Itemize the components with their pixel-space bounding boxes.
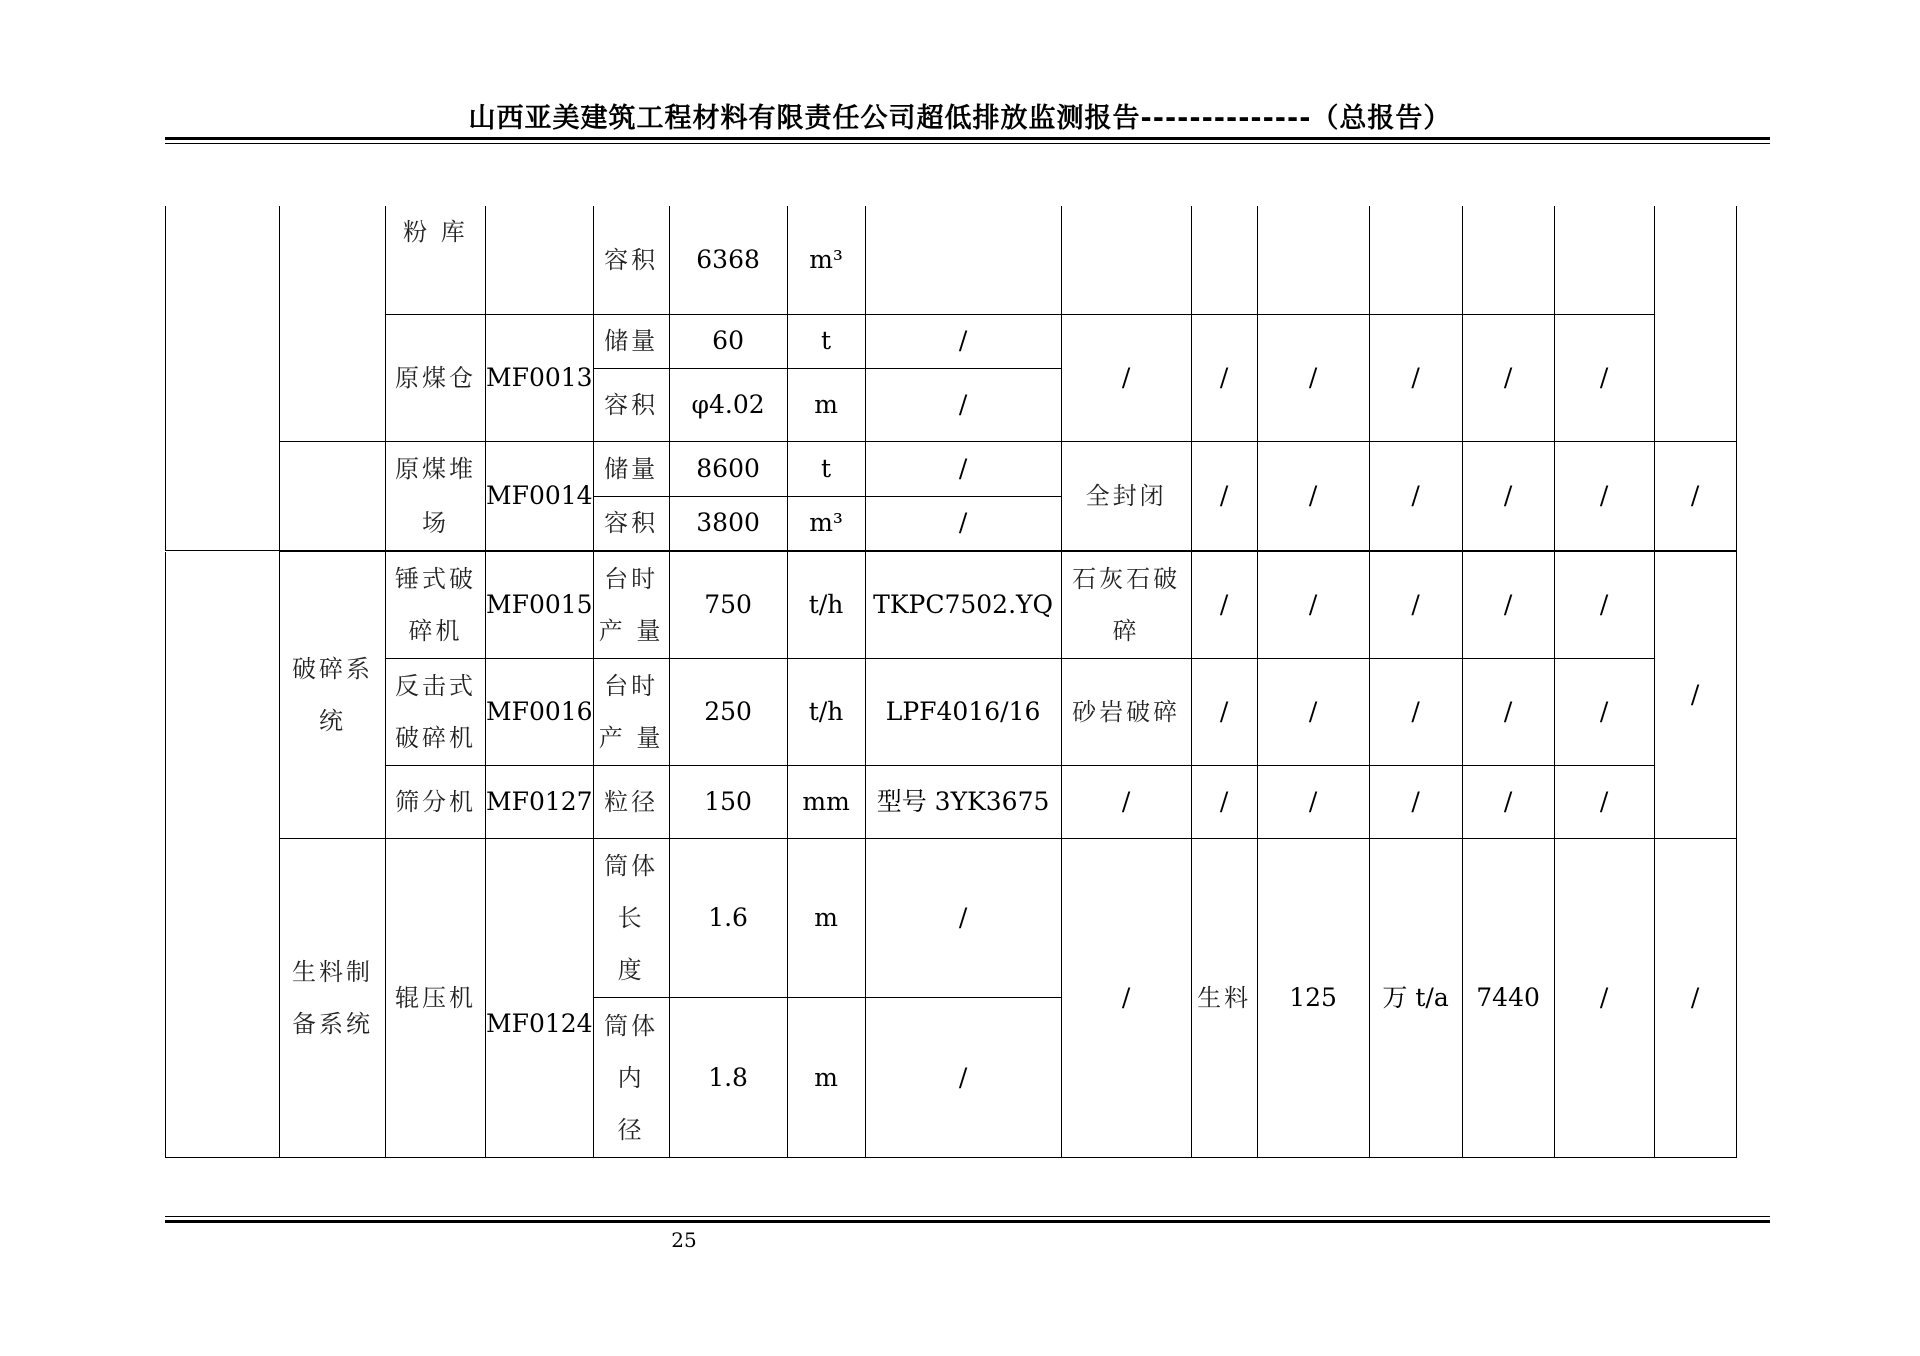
equipment-code: MF0015 — [486, 552, 594, 659]
param-name — [593, 659, 669, 766]
equipment-name-line1: 反击式 — [395, 672, 476, 700]
category-cell-blank — [166, 206, 280, 550]
data-cell: / — [1061, 839, 1191, 1158]
data-cell: 生料 — [1191, 839, 1257, 1158]
table-row — [166, 659, 1737, 766]
category-cell-blank — [166, 552, 280, 1158]
system-name — [280, 839, 386, 1158]
equipment-name-line2: 碎机 — [408, 617, 463, 645]
data-cell — [1462, 206, 1554, 314]
data-cell: / — [1369, 314, 1462, 441]
param-unit: t — [787, 314, 865, 368]
data-cell: / — [1462, 552, 1554, 659]
model-cell: / — [865, 314, 1061, 368]
equipment-name: 筛分机 — [386, 766, 486, 839]
model-cell: LPF4016/16 — [865, 659, 1061, 766]
equipment-code: MF0127 — [486, 766, 594, 839]
data-cell — [1369, 206, 1462, 314]
data-cell: / — [1257, 314, 1369, 441]
data-cell: / — [1462, 766, 1554, 839]
data-cell: / — [1257, 552, 1369, 659]
param-name-line3: 度 — [617, 956, 645, 984]
page-number: 25 — [671, 1228, 697, 1252]
equipment-name — [386, 659, 486, 766]
table-row — [166, 441, 1737, 496]
param-value: 750 — [669, 552, 787, 659]
param-unit: mm — [787, 766, 865, 839]
model-cell: TKPC7502.YQ — [865, 552, 1061, 659]
equipment-table — [165, 206, 1737, 551]
system-name-line2: 统 — [319, 707, 346, 735]
table-row — [166, 839, 1737, 998]
data-cell: / — [1462, 314, 1554, 441]
data-cell: / — [1554, 314, 1654, 441]
data-cell — [1061, 552, 1191, 659]
param-name — [593, 839, 669, 998]
equipment-code: MF0016 — [486, 659, 594, 766]
param-unit: m³ — [787, 496, 865, 550]
data-cell: / — [1654, 552, 1736, 839]
param-name — [593, 552, 669, 659]
param-value: 150 — [669, 766, 787, 839]
equipment-code: MF0124 — [486, 839, 594, 1158]
param-name-line1: 筒体 — [604, 852, 659, 880]
data-cell: / — [1369, 552, 1462, 659]
data-cell: / — [1462, 441, 1554, 550]
data-cell: / — [1257, 766, 1369, 839]
model-cell: / — [865, 441, 1061, 496]
header-rule-thin — [165, 143, 1770, 144]
data-cell — [1554, 206, 1654, 314]
param-name: 粒径 — [593, 766, 669, 839]
param-name-line3: 径 — [617, 1115, 645, 1144]
system-cell-blank — [280, 206, 386, 441]
system-name-line1: 生料制 — [292, 958, 373, 986]
equipment-name-line1: 原煤堆 — [395, 454, 476, 483]
param-name-line2: 长 — [617, 904, 645, 932]
report-header-title: 山西亚美建筑工程材料有限责任公司超低排放监测报告--------------（总报告） — [468, 103, 1452, 134]
data-cell-line2: 碎 — [1112, 617, 1140, 645]
data-cell: / — [1257, 441, 1369, 550]
param-name-line2: 内 — [617, 1063, 645, 1092]
param-value: 8600 — [669, 441, 787, 496]
model-cell: / — [865, 839, 1061, 998]
param-unit: t — [787, 441, 865, 496]
param-unit: m³ — [787, 206, 865, 314]
data-cell: 125 — [1257, 839, 1369, 1158]
data-cell: / — [1554, 766, 1654, 839]
data-cell: / — [1554, 659, 1654, 766]
data-cell: / — [1257, 659, 1369, 766]
equipment-name: 辊压机 — [386, 839, 486, 1158]
data-cell: / — [1191, 314, 1257, 441]
param-name: 容积 — [593, 368, 669, 441]
system-name — [280, 552, 386, 839]
data-cell: / — [1061, 314, 1191, 441]
param-name-line2: 产 量 — [598, 724, 664, 752]
model-cell: 型号 3YK3675 — [865, 766, 1061, 839]
param-name-line1: 台时 — [604, 672, 659, 700]
data-cell: / — [1462, 659, 1554, 766]
data-cell: / — [1554, 441, 1654, 550]
data-cell: / — [1191, 659, 1257, 766]
table-row — [166, 552, 1737, 659]
equipment-code — [486, 206, 594, 314]
param-unit: m — [787, 998, 865, 1158]
equipment-code: MF0014 — [486, 441, 594, 550]
data-cell: / — [1369, 441, 1462, 550]
model-cell: / — [865, 368, 1061, 441]
equipment-name-line2: 场 — [422, 508, 449, 537]
equipment-name-line2: 破碎机 — [395, 724, 476, 752]
data-cell: / — [1369, 766, 1462, 839]
system-name-line1: 破碎系 — [292, 655, 373, 683]
param-value: 250 — [669, 659, 787, 766]
header-rule-thick — [165, 137, 1770, 140]
data-cell: / — [1191, 552, 1257, 659]
data-cell — [1191, 206, 1257, 314]
data-cell: 全封闭 — [1061, 441, 1191, 550]
param-value: 1.8 — [669, 998, 787, 1158]
data-cell: 万 t/a — [1369, 839, 1462, 1158]
equipment-name: 原煤仓 — [386, 314, 486, 441]
param-value: 1.6 — [669, 839, 787, 998]
equipment-name — [386, 441, 486, 550]
param-value: 6368 — [669, 206, 787, 314]
param-unit: m — [787, 368, 865, 441]
data-cell — [1257, 206, 1369, 314]
param-name: 容积 — [593, 206, 669, 314]
system-cell-blank — [280, 441, 386, 550]
data-cell-line1: 石灰石破 — [1072, 565, 1181, 593]
equipment-name-line1: 锤式破 — [395, 565, 476, 593]
footer-rule-thin — [165, 1216, 1770, 1217]
param-name: 储量 — [593, 314, 669, 368]
data-cell: / — [1191, 766, 1257, 839]
param-name — [593, 998, 669, 1158]
data-cell: / — [1061, 766, 1191, 839]
model-cell: / — [865, 496, 1061, 550]
param-name-line2: 产 量 — [598, 617, 664, 645]
equipment-name: 粉 库 — [386, 206, 486, 314]
param-value: φ4.02 — [669, 368, 787, 441]
data-cell: / — [1654, 441, 1736, 550]
data-cell: / — [1369, 659, 1462, 766]
param-unit: m — [787, 839, 865, 998]
equipment-code: MF0013 — [486, 314, 594, 441]
footer-rule-thick — [165, 1220, 1770, 1223]
param-unit: t/h — [787, 659, 865, 766]
data-cell — [1061, 206, 1191, 314]
param-value: 3800 — [669, 496, 787, 550]
model-cell — [865, 206, 1061, 314]
param-name: 储量 — [593, 441, 669, 496]
param-unit: t/h — [787, 552, 865, 659]
param-name-line1: 台时 — [604, 565, 659, 593]
param-name: 容积 — [593, 496, 669, 550]
model-cell: / — [865, 998, 1061, 1158]
data-cell: 砂岩破碎 — [1061, 659, 1191, 766]
system-name-line2: 备系统 — [292, 1010, 373, 1038]
param-value: 60 — [669, 314, 787, 368]
equipment-table-lower — [165, 551, 1737, 1158]
equipment-name — [386, 552, 486, 659]
data-cell: / — [1554, 552, 1654, 659]
table-row — [166, 314, 1737, 368]
data-cell: / — [1554, 839, 1654, 1158]
param-name-line1: 筒体 — [604, 1011, 659, 1040]
data-cell: / — [1191, 441, 1257, 550]
table-row — [166, 206, 1737, 314]
table-row — [166, 766, 1737, 839]
data-cell: / — [1654, 839, 1736, 1158]
data-cell: 7440 — [1462, 839, 1554, 1158]
data-cell — [1654, 206, 1736, 441]
